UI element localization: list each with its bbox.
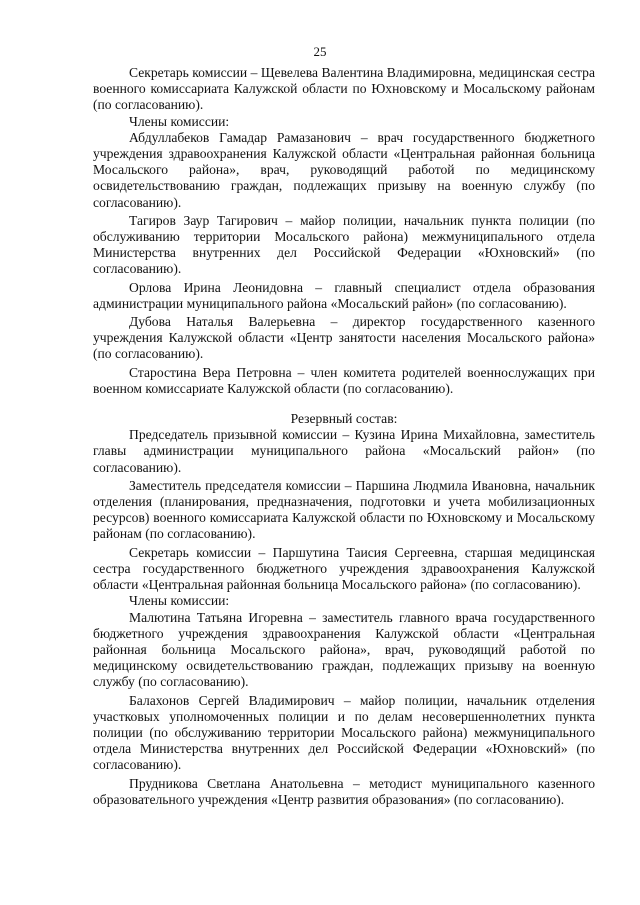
reserve-paragraph-member: Балахонов Сергей Владимирович – майор полиции, начальник отделения участковых уполномоченных полиции и по делам несовершеннолетних пункта полиции (по обслуживанию территории Мосальского района) межмуниципального отдела Министерства внутренних дел Российской Федерации «Юхновский» (по согласованию). <box>93 692 595 773</box>
paragraph-members-heading: Члены комиссии: <box>129 113 230 129</box>
paragraph-member: Орлова Ирина Леонидовна – главный специалист отдела образования администрации муниципального района «Мосальский район» (по согласованию). <box>93 279 595 311</box>
reserve-paragraph-member: Малютина Татьяна Игоревна – заместитель главного врача государственного бюджетного учреждения здравоохранения Калужской области «Центральная районная больница Мосальского района», врач, руководящий работой по медицинскому освидетельствованию граждан, подлежащих призыву на военную службу (по согласованию). <box>93 609 595 690</box>
reserve-paragraph-member: Прудникова Светлана Анатольевна – методист муниципального казенного образовательного учреждения «Центр развития образования» (по согласованию). <box>93 775 595 807</box>
reserve-paragraph-secretary: Секретарь комиссии – Паршутина Таисия Сергеевна, старшая медицинская сестра государственного бюджетного учреждения здравоохранения Калужской области «Центральная районная больница Мосальского района» (по согласованию). <box>93 544 595 593</box>
paragraph-member: Абдуллабеков Гамадар Рамазанович – врач государственного бюджетного учреждения здравоохранения Калужской области «Центральная районная больница Мосальского района», врач, руководящий работой по медицинскому освидетельствованию граждан, подлежащих призыву на военную службу (по согласованию). <box>93 129 595 210</box>
paragraph-member: Дубова Наталья Валерьевна – директор государственного казенного учреждения Калужской области «Центр занятости населения Мосальского района» (по согласованию). <box>93 314 595 362</box>
page-number: 25 <box>313 44 327 59</box>
document-body <box>93 65 595 808</box>
reserve-members-heading: Члены комиссии: <box>129 593 230 609</box>
paragraph-member: Старостина Вера Петровна – член комитета родителей военнослужащих при военном комиссариате Калужской области (по согласованию). <box>93 364 595 396</box>
reserve-section-title: Резервный состав: <box>290 411 398 427</box>
paragraph-member: Тагиров Заур Тагирович – майор полиции, начальник пункта полиции (по обслуживанию территории Мосальского района) межмуниципального отдела Министерства внутренних дел Российской Федерации «Юхновский» (по согласованию). <box>93 212 595 277</box>
reserve-paragraph-chair: Председатель призывной комиссии – Кузина Ирина Михайловна, заместитель главы администрации муниципального района «Мосальский район» (по согласованию). <box>93 427 595 475</box>
paragraph-secretary: Секретарь комиссии – Щевелева Валентина Владимировна, медицинская сестра военного комиссариата Калужской области по Юхновскому и Мосальскому районам (по согласованию). <box>93 65 595 113</box>
reserve-paragraph-deputy: Заместитель председателя комиссии – Паршина Людмила Ивановна, начальник отделения (планирования, предназначения, подготовки и учета мобилизационных ресурсов) военного комиссариата Калужской области по Юхновскому и Мосальскому районам (по согласованию). <box>93 477 595 542</box>
